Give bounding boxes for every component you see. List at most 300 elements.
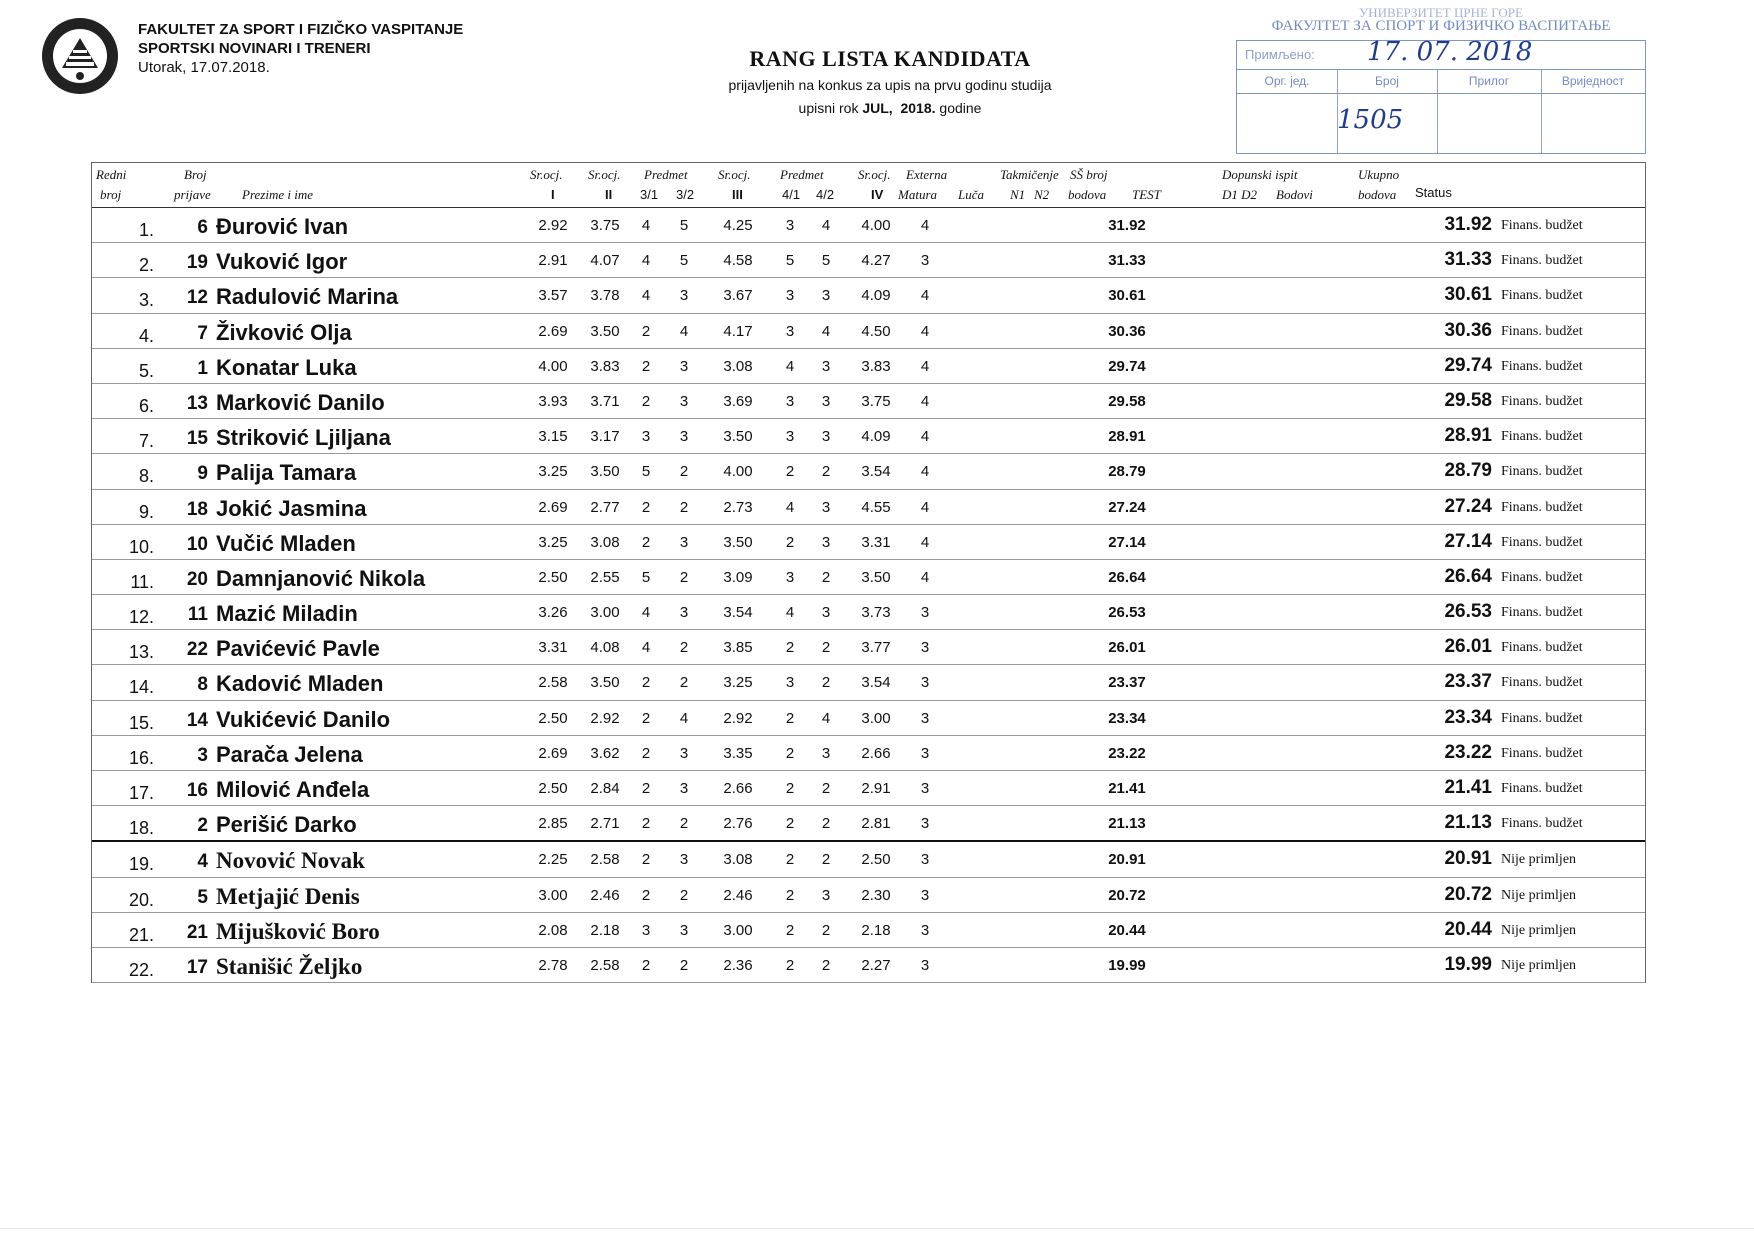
grade-year-2: 3.00 (590, 604, 620, 622)
stamp-col-vrijednost: Вриједност (1561, 74, 1625, 88)
rank-number: 22. (128, 959, 154, 980)
grade-year-4: 2.18 (861, 921, 891, 939)
table-row (92, 384, 1645, 419)
candidate-name: Damnjanović Nikola (216, 565, 426, 591)
grade-year-1: 3.25 (538, 463, 568, 481)
candidate-name: Mijušković Boro (216, 918, 380, 944)
stamp-faculty: ФАКУЛТЕТ ЗА СПОРТ И ФИЗИЧКО ВАСПИТАЊЕ (1271, 18, 1611, 34)
grade-year-1: 2.91 (538, 252, 568, 270)
grade-year-4: 4.09 (861, 428, 891, 446)
matura-score: 3 (920, 780, 930, 797)
rank-number: 21. (128, 924, 154, 945)
matura-score: 3 (920, 921, 930, 939)
matura-score: 3 (920, 815, 930, 833)
subject-3-2: 3 (679, 604, 689, 622)
table-row (92, 806, 1645, 842)
total-points: 26.64 (1444, 565, 1492, 587)
rank-number: 1. (138, 220, 154, 240)
matura-score: 4 (920, 357, 930, 375)
total-points: 21.13 (1444, 812, 1492, 834)
institution-name: FAKULTET ZA SPORT I FIZIČKO VASPITANJE (138, 21, 464, 38)
subject-4-1: 5 (785, 252, 795, 270)
program-name: SPORTSKI NOVINARI I TRENERI (138, 40, 371, 57)
candidate-name: Mazić Miladin (216, 601, 358, 627)
subject-3-1: 4 (641, 287, 651, 305)
matura-score: 4 (920, 287, 930, 305)
total-points: 29.74 (1444, 354, 1492, 376)
subject-4-2: 3 (821, 744, 831, 762)
grade-year-3: 2.73 (723, 498, 753, 516)
rank-number: 11. (130, 571, 154, 592)
admission-status: Nije primljen (1501, 922, 1577, 938)
admission-status: Finans. budžet (1501, 464, 1583, 480)
subject-4-2: 3 (821, 357, 831, 375)
grade-year-3: 4.00 (723, 463, 753, 481)
application-number: 15 (186, 428, 208, 450)
subject-3-2: 3 (679, 428, 689, 446)
subject-3-1: 2 (641, 780, 651, 797)
subject-3-1: 4 (641, 639, 651, 657)
subject-3-1: 2 (641, 322, 651, 340)
grade-year-1: 3.31 (538, 639, 568, 657)
document-date: Utorak, 17.07.2018. (138, 59, 270, 76)
admission-status: Finans. budžet (1501, 323, 1583, 339)
grade-year-2: 2.71 (590, 815, 620, 833)
subject-4-1: 2 (785, 886, 795, 904)
total-points: 26.01 (1444, 636, 1492, 658)
grade-year-3: 3.50 (723, 533, 753, 551)
grade-year-3: 3.08 (723, 851, 753, 869)
grade-year-4: 3.00 (861, 709, 891, 727)
subject-3-2: 2 (679, 886, 689, 904)
matura-score: 3 (920, 956, 930, 974)
admission-status: Nije primljen (1501, 852, 1577, 868)
points: 30.36 (1108, 322, 1146, 340)
grade-year-4: 2.91 (861, 780, 891, 797)
table-row (92, 525, 1645, 560)
grade-year-1: 2.92 (538, 217, 568, 234)
application-number: 10 (186, 533, 208, 555)
table-header: Redni broj Broj prijave Prezime i ime Sr.ocj. I Sr.ocj. II Predmet 3/1 3/2 Sr.ocj. III Predmet 4/1 4/2 Sr.ocj. IV Externa Matura Luča Takmičenje SŠ broj N1 N2 bodova TEST Dopunski ispit D1 D2 Bodovi Ukupno bodova Status (92, 163, 1645, 208)
points: 27.14 (1108, 533, 1146, 551)
application-number: 8 (197, 674, 208, 696)
rank-number: 12. (128, 607, 154, 628)
subject-4-2: 3 (821, 287, 831, 305)
table-row (92, 771, 1645, 806)
subject-3-2: 2 (679, 956, 689, 974)
document-title: RANG LISTA KANDIDATA (749, 46, 1031, 71)
subject-3-1: 4 (641, 252, 651, 270)
grade-year-3: 4.17 (723, 322, 753, 340)
total-points: 30.36 (1444, 319, 1492, 341)
stamp-col-prilog: Прилог (1437, 69, 1542, 153)
grade-year-2: 2.77 (590, 498, 620, 516)
grade-year-4: 4.00 (861, 217, 891, 234)
grade-year-3: 3.25 (723, 674, 753, 692)
grade-year-4: 2.50 (861, 851, 891, 869)
subject-4-1: 4 (785, 604, 795, 622)
application-number: 12 (186, 287, 208, 309)
table-row (92, 665, 1645, 700)
table-row (92, 560, 1645, 595)
subject-4-1: 3 (785, 392, 795, 410)
total-points: 23.37 (1444, 671, 1492, 693)
subject-3-2: 3 (679, 392, 689, 410)
grade-year-3: 2.46 (723, 886, 753, 904)
grade-year-4: 3.50 (861, 568, 891, 586)
total-points: 20.91 (1444, 848, 1492, 870)
subject-3-1: 4 (641, 604, 651, 622)
grade-year-3: 2.36 (723, 956, 753, 974)
total-points: 21.41 (1444, 777, 1492, 798)
grade-year-2: 2.92 (590, 709, 620, 727)
subject-4-1: 2 (785, 744, 795, 762)
subject-3-1: 2 (641, 674, 651, 692)
points: 20.44 (1108, 921, 1146, 939)
application-number: 4 (197, 851, 208, 873)
grade-year-1: 2.78 (538, 956, 568, 974)
rank-number: 18. (128, 818, 154, 839)
grade-year-3: 3.08 (723, 357, 753, 375)
table-row (92, 278, 1645, 313)
grade-year-1: 3.00 (538, 886, 568, 904)
total-points: 20.44 (1444, 918, 1492, 940)
grade-year-4: 2.81 (861, 815, 891, 833)
application-number: 7 (197, 322, 208, 344)
grade-year-1: 2.69 (538, 322, 568, 340)
grade-year-4: 3.54 (861, 674, 891, 692)
application-number: 2 (197, 815, 208, 837)
subject-3-2: 3 (679, 533, 689, 551)
grade-year-2: 2.58 (590, 956, 620, 974)
stamp-university: УНИВЕРЗИТЕТ ЦРНЕ ГОРЕ (1359, 5, 1523, 20)
ranking-table (91, 162, 1646, 983)
rank-number: 7. (138, 431, 154, 452)
rank-number: 6. (138, 395, 154, 416)
total-points: 28.79 (1444, 460, 1492, 482)
table-body (92, 208, 1645, 983)
subject-4-1: 2 (785, 921, 795, 939)
candidate-name: Vučić Mladen (216, 530, 356, 556)
candidate-name: Kadović Mladen (216, 671, 384, 697)
candidate-name: Milović Anđela (216, 777, 370, 802)
total-points: 26.53 (1444, 601, 1492, 623)
admission-status: Finans. budžet (1501, 288, 1583, 304)
grade-year-1: 3.26 (538, 604, 568, 622)
subject-3-1: 2 (641, 709, 651, 727)
document-subtitle-1: prijavljenih na konkus za upis na prvu godinu studija (728, 77, 1052, 93)
grade-year-2: 3.50 (590, 674, 620, 692)
admission-status: Finans. budžet (1501, 569, 1583, 585)
admission-status: Finans. budžet (1501, 605, 1583, 621)
subject-3-2: 4 (679, 709, 689, 727)
subject-4-2: 4 (821, 322, 831, 340)
points: 21.13 (1108, 815, 1146, 833)
total-points: 27.24 (1444, 495, 1492, 517)
rank-number: 4. (138, 325, 154, 346)
subject-4-1: 2 (785, 533, 795, 551)
admission-status: Finans. budžet (1501, 253, 1583, 269)
grade-year-4: 4.55 (861, 498, 891, 516)
admission-status: Finans. budžet (1501, 393, 1583, 409)
application-number: 6 (197, 217, 208, 238)
points: 31.33 (1108, 252, 1146, 270)
admission-status: Finans. budžet (1501, 218, 1583, 233)
rank-number: 5. (138, 360, 154, 381)
subject-4-2: 4 (821, 217, 831, 234)
subject-4-2: 3 (821, 886, 831, 904)
table-row (92, 701, 1645, 736)
grade-year-2: 2.84 (590, 780, 620, 797)
points: 23.34 (1108, 709, 1146, 727)
matura-score: 4 (920, 322, 930, 340)
grade-year-1: 2.50 (538, 709, 568, 727)
grade-year-1: 2.25 (538, 851, 568, 869)
grade-year-3: 3.67 (723, 287, 753, 305)
admission-status: Finans. budžet (1501, 429, 1583, 445)
matura-score: 3 (920, 709, 930, 727)
subject-4-1: 2 (785, 639, 795, 657)
table-row (92, 208, 1645, 243)
stamp-col-org: Орг. јед. (1237, 69, 1338, 153)
application-number: 5 (197, 886, 208, 908)
admission-status: Finans. budžet (1501, 710, 1583, 726)
matura-score: 4 (920, 498, 930, 516)
grade-year-2: 2.55 (590, 568, 620, 586)
points: 26.01 (1108, 639, 1146, 657)
candidate-name: Živković Olja (216, 319, 352, 345)
subject-3-2: 2 (679, 498, 689, 516)
application-number: 18 (186, 498, 208, 520)
application-number: 13 (186, 392, 208, 414)
matura-score: 3 (920, 886, 930, 904)
grade-year-1: 3.57 (538, 287, 568, 305)
rank-number: 17. (128, 783, 154, 803)
subject-3-1: 2 (641, 498, 651, 516)
subject-4-2: 2 (821, 956, 831, 974)
stamp-received-date: 17. 07. 2018 (1367, 37, 1533, 67)
candidate-name: Novović Novak (216, 848, 365, 874)
total-points: 19.99 (1444, 953, 1492, 975)
grade-year-3: 2.92 (723, 709, 753, 727)
subject-4-2: 3 (821, 392, 831, 410)
rank-number: 20. (128, 889, 154, 910)
rank-number: 8. (138, 466, 154, 487)
subject-4-2: 2 (821, 815, 831, 833)
points: 21.41 (1108, 780, 1146, 797)
grade-year-3: 4.25 (723, 217, 753, 234)
points: 19.99 (1108, 956, 1146, 974)
admission-status: Finans. budžet (1501, 358, 1583, 374)
points: 29.58 (1108, 392, 1146, 410)
grade-year-2: 3.17 (590, 428, 620, 446)
table-row (92, 878, 1645, 913)
grade-year-3: 3.35 (723, 744, 753, 762)
candidate-name: Jokić Jasmina (216, 495, 367, 521)
application-number: 21 (186, 921, 208, 943)
points: 27.24 (1108, 498, 1146, 516)
table-row (92, 314, 1645, 349)
candidate-name: Parača Jelena (216, 741, 363, 767)
subject-3-1: 3 (641, 921, 651, 939)
points: 28.91 (1108, 428, 1146, 446)
admission-status: Finans. budžet (1501, 640, 1583, 656)
grade-year-4: 3.73 (861, 604, 891, 622)
candidate-name: Đurović Ivan (216, 214, 349, 239)
points: 23.37 (1108, 674, 1146, 692)
subject-3-1: 2 (641, 533, 651, 551)
matura-score: 4 (920, 533, 930, 551)
subject-3-1: 5 (641, 463, 651, 481)
matura-score: 3 (920, 252, 930, 270)
enrollment-year: 2018. (900, 100, 936, 116)
grade-year-4: 3.75 (861, 392, 891, 410)
rank-number: 2. (138, 255, 154, 276)
grade-year-4: 4.27 (861, 252, 891, 270)
grade-year-1: 3.25 (538, 533, 568, 551)
grade-year-3: 2.76 (723, 815, 753, 833)
grade-year-3: 3.54 (723, 604, 753, 622)
subject-3-1: 4 (641, 217, 651, 234)
grade-year-2: 3.78 (590, 287, 620, 305)
grade-year-2: 2.18 (590, 921, 620, 939)
application-number: 9 (197, 463, 208, 485)
total-points: 23.34 (1444, 706, 1492, 728)
subject-3-2: 2 (679, 463, 689, 481)
subject-3-1: 2 (641, 744, 651, 762)
grade-year-1: 2.58 (538, 674, 568, 692)
table-row (92, 842, 1645, 877)
points: 29.74 (1108, 357, 1146, 375)
total-points: 30.61 (1444, 284, 1492, 306)
application-number: 22 (186, 639, 208, 661)
rank-number: 19. (128, 854, 154, 875)
grade-year-1: 2.50 (538, 568, 568, 586)
points: 23.22 (1108, 744, 1146, 762)
grade-year-4: 3.77 (861, 639, 891, 657)
points: 30.61 (1108, 287, 1146, 305)
grade-year-1: 3.15 (538, 428, 568, 446)
admission-status: Finans. budžet (1501, 816, 1583, 832)
candidate-name: Vukićević Danilo (216, 706, 391, 732)
table-row (92, 419, 1645, 454)
matura-score: 4 (920, 428, 930, 446)
subject-3-2: 5 (679, 217, 689, 234)
admission-status: Finans. budžet (1501, 781, 1583, 796)
matura-score: 3 (920, 639, 930, 657)
table-row (92, 454, 1645, 489)
grade-year-1: 2.85 (538, 815, 568, 833)
subject-4-1: 2 (785, 956, 795, 974)
grade-year-2: 3.83 (590, 357, 620, 375)
subject-4-1: 2 (785, 780, 795, 797)
points: 20.72 (1108, 886, 1146, 904)
candidate-name: Perišić Darko (216, 812, 357, 838)
points: 26.64 (1108, 568, 1146, 586)
grade-year-4: 4.50 (861, 322, 891, 340)
subject-4-2: 2 (821, 463, 831, 481)
subject-4-2: 2 (821, 639, 831, 657)
candidate-name: Stanišić Željko (216, 953, 363, 979)
admission-status: Nije primljen (1501, 887, 1577, 903)
rank-number: 16. (128, 747, 154, 768)
subject-4-2: 2 (821, 851, 831, 869)
subject-4-1: 2 (785, 851, 795, 869)
application-number: 17 (186, 956, 208, 978)
matura-score: 4 (920, 568, 930, 586)
table-row (92, 243, 1645, 278)
subject-3-2: 2 (679, 815, 689, 833)
subject-4-1: 3 (785, 322, 795, 340)
page-edge-line (0, 1228, 1754, 1229)
grade-year-4: 2.27 (861, 956, 891, 974)
subject-4-1: 3 (785, 568, 795, 586)
enrollment-month: JUL, (862, 100, 893, 116)
subject-3-2: 3 (679, 851, 689, 869)
subject-4-1: 4 (785, 498, 795, 516)
subject-3-1: 2 (641, 357, 651, 375)
points: 28.79 (1108, 463, 1146, 481)
subject-3-1: 2 (641, 392, 651, 410)
grade-year-2: 3.62 (590, 744, 620, 762)
total-points: 31.92 (1444, 214, 1492, 235)
subject-4-1: 3 (785, 287, 795, 305)
subject-4-2: 3 (821, 428, 831, 446)
application-number: 19 (186, 252, 208, 274)
stamp-box (1236, 37, 1646, 154)
candidate-name: Radulović Marina (216, 284, 399, 310)
grade-year-3: 3.09 (723, 568, 753, 586)
application-number: 14 (186, 709, 208, 731)
grade-year-3: 4.58 (723, 252, 753, 270)
candidate-name: Metjajić Denis (216, 883, 360, 909)
grade-year-2: 3.75 (590, 217, 620, 234)
grade-year-4: 4.09 (861, 287, 891, 305)
grade-year-1: 2.50 (538, 780, 568, 797)
document-title-block (640, 46, 1140, 118)
rank-number: 13. (128, 642, 154, 663)
table-row (92, 595, 1645, 630)
matura-score: 4 (920, 392, 930, 410)
matura-score: 3 (920, 604, 930, 622)
subject-3-1: 2 (641, 851, 651, 869)
table-row (92, 948, 1645, 983)
rank-number: 14. (128, 677, 154, 698)
grade-year-2: 2.46 (590, 886, 620, 904)
subject-3-2: 4 (679, 322, 689, 340)
grade-year-3: 3.00 (723, 921, 753, 939)
grade-year-2: 3.50 (590, 463, 620, 481)
subject-3-2: 3 (679, 921, 689, 939)
subject-4-2: 3 (821, 604, 831, 622)
table-row (92, 490, 1645, 525)
grade-year-4: 3.83 (861, 357, 891, 375)
subject-4-2: 2 (821, 780, 831, 797)
total-points: 23.22 (1444, 741, 1492, 763)
application-number: 1 (197, 357, 208, 379)
institution-header (138, 20, 463, 77)
points: 20.91 (1108, 851, 1146, 869)
admission-status: Finans. budžet (1501, 745, 1583, 761)
subject-4-2: 5 (821, 252, 831, 270)
total-points: 29.58 (1444, 389, 1492, 411)
subject-3-2: 3 (679, 780, 689, 797)
subject-3-1: 5 (641, 568, 651, 586)
subject-4-2: 3 (821, 498, 831, 516)
stamp-received-label: Примљено: (1245, 47, 1315, 62)
grade-year-1: 2.69 (538, 744, 568, 762)
application-number: 3 (197, 744, 208, 766)
